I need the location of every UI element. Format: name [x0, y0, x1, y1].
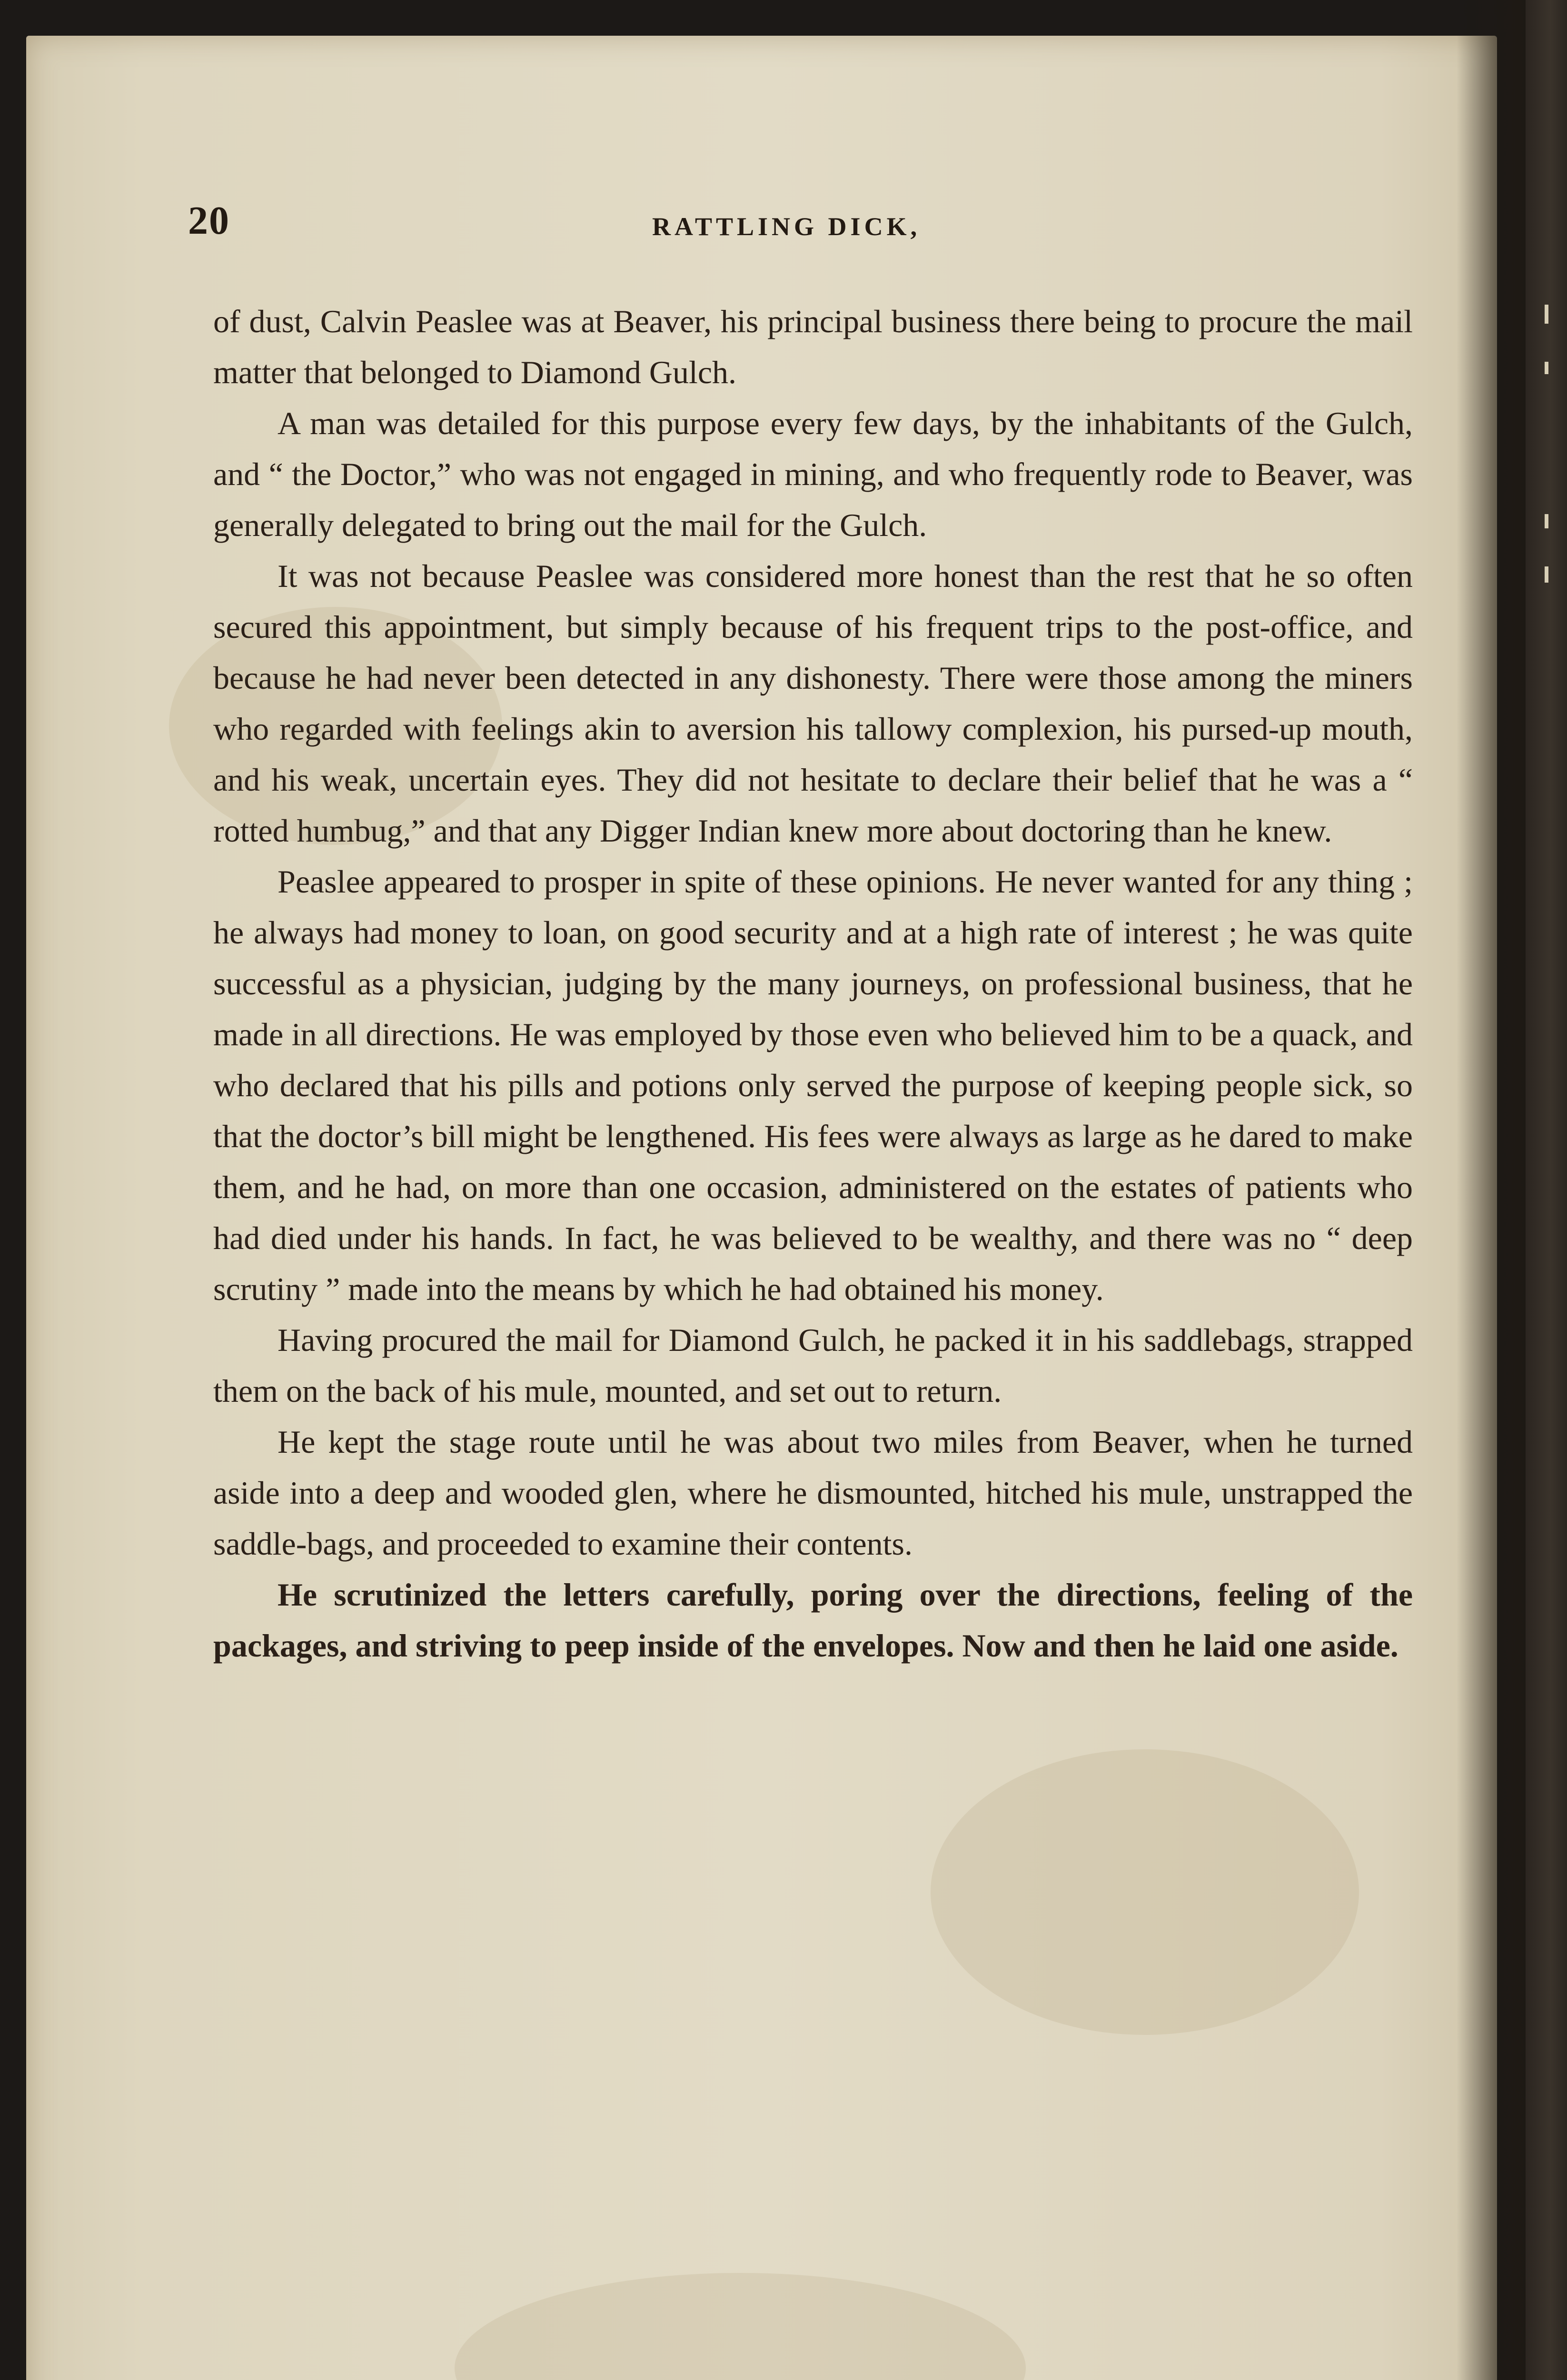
paragraph-2: A man was detailed for this purpose every few days, by the inhabitants of the Gulch, and “ the Doctor,” who was not engaged in mining, and who frequently rode to Beaver, was generally delegated to bring out the mail for the Gulch.	[213, 405, 1413, 543]
adjacent-page-mark	[1545, 305, 1548, 324]
paragraph-6: He kept the stage route until he was about two miles from Beaver, when he turned aside into a deep and wooded glen, where he dismounted, hitched his mule, unstrapped the saddle-bags, and proceeded to examine their contents.	[213, 1424, 1413, 1562]
paragraph-7: He scrutinized the letters carefully, poring over the directions, feeling of the packages, and striving to peep inside of the envelopes. Now and then he laid one aside.	[213, 1577, 1413, 1664]
paragraph-1: of dust, Calvin Peaslee was at Beaver, his principal business there being to procure the mail matter that belonged to Diamond Gulch.	[213, 303, 1413, 390]
paragraph-3: It was not because Peaslee was considered more honest than the rest that he so often secured this appointment, but simply because of his frequent trips to the post-office, and because he had never been detected in any dishonesty. There were those among the miners who regarded with feelings akin to aversion his tallowy complexion, his pursed-up mouth, and his weak, uncertain eyes. They did not hesitate to declare their belief that he was a “ rotted humbug,” and that any Digger Indian knew more about doctoring than he knew.	[213, 558, 1413, 849]
adjacent-page-mark	[1545, 362, 1548, 374]
paragraph-4: Peaslee appeared to prosper in spite of these opinions. He never wanted for any thing ; he always had money to loan, on good security and at a high rate of interest ; he was quite successful as a physician, judging by the many journeys, on professional business, that he made in all directions. He was employed by those even who believed him to be a quack, and who declared that his pills and potions only served the purpose of keeping people sick, so that the doctor’s bill might be lengthened. His fees were always as large as he dared to make them, and he had, on more than one occasion, administered on the estates of patients who had died under his hands. In fact, he was believed to be wealthy, and there was no “ deep scrutiny ” made into the means by which he had obtained his money.	[213, 863, 1413, 1307]
page-number: 20	[188, 198, 230, 243]
paper-stain	[931, 1749, 1359, 2035]
adjacent-page-mark	[1545, 566, 1548, 583]
running-head-title: RATTLING DICK,	[652, 212, 921, 241]
paper-stain	[455, 2273, 1026, 2380]
body-text	[213, 296, 1413, 1671]
adjacent-page-edge	[1526, 0, 1567, 2380]
running-head	[188, 198, 1426, 255]
adjacent-page-mark	[1545, 514, 1548, 528]
paragraph-5: Having procured the mail for Diamond Gulch, he packed it in his saddlebags, strapped them on the back of his mule, mounted, and set out to return.	[213, 1322, 1413, 1409]
